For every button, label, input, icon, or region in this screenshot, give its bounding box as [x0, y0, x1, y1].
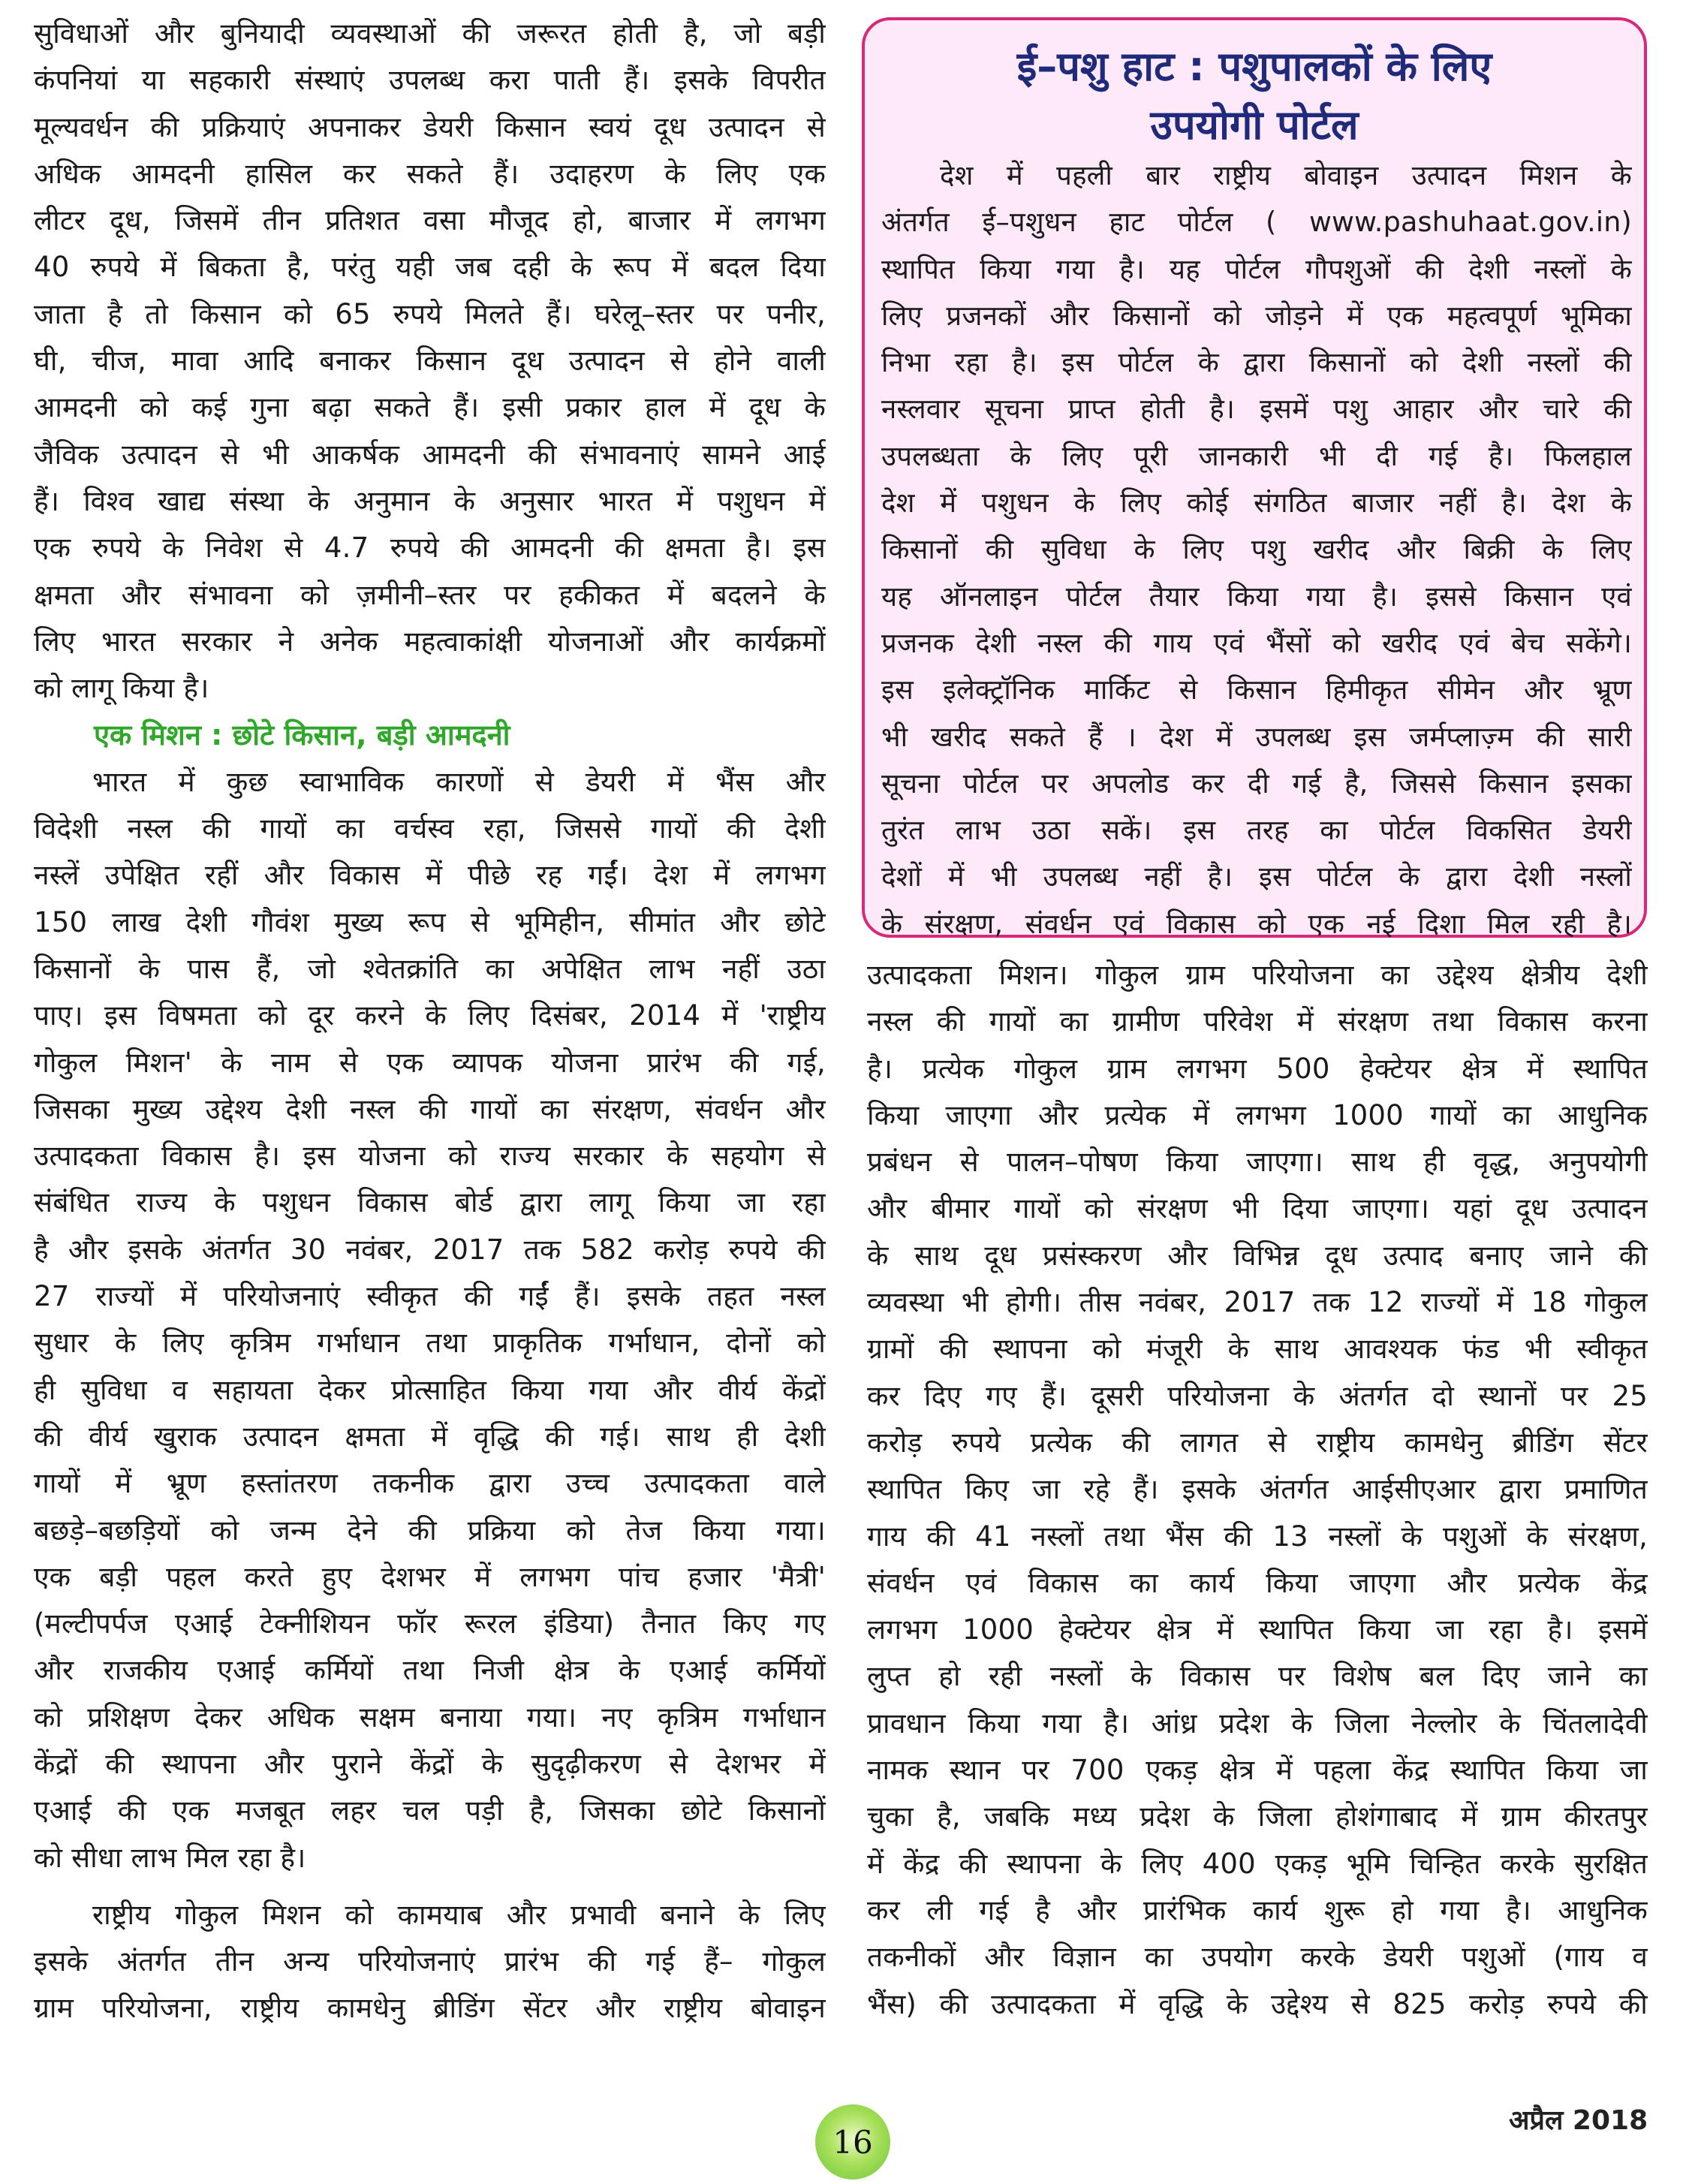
text-line: स्थापित किया गया है। यह पोर्टल गौपशुओं की देशी नस्लों के [881, 252, 1632, 285]
text-line: उपलब्धता के लिए पूरी जानकारी भी दी गई है। फिलहाल [881, 439, 1632, 472]
text-line: को प्रशिक्षण देकर अधिक सक्षम बनाया गया। नए कृत्रिम गर्भाधान [34, 1701, 826, 1734]
sidebar-body [881, 152, 1632, 947]
text-line: है। प्रत्येक गोकुल ग्राम लगभग 500 हेक्टेयर क्षेत्र में स्थापित [867, 1052, 1648, 1085]
text-line: को लागू किया है। [34, 672, 209, 705]
text-line: गोकुल मिशन' के नाम से एक व्यापक योजना प्रारंभ की गई, [34, 1046, 826, 1079]
text-line: और राजकीय एआई कर्मियों तथा निजी क्षेत्र के एआई कर्मियों [34, 1654, 826, 1687]
text-line: यह ऑनलाइन पोर्टल तैयार किया गया है। इससे किसान एवं [881, 580, 1632, 613]
text-line: कंपनियां या सहकारी संस्थाएं उपलब्ध करा पाती हैं। इसके विपरीत [34, 64, 826, 97]
text-line: के साथ दूध प्रसंस्करण और विभिन्न दूध उत्पाद बनाए जाने की [867, 1239, 1648, 1272]
text-line: 150 लाख देशी गौवंश मुख्य रूप से भूमिहीन, सीमांत और छोटे [34, 905, 826, 938]
text-line: है और इसके अंतर्गत 30 नवंबर, 2017 तक 582 करोड़ रुपये की [34, 1233, 826, 1266]
text-line: लिए प्रजनकों और किसानों को जोड़ने में एक महत्वपूर्ण भूमिका [881, 299, 1632, 332]
text-line: को सीधा लाभ मिल रहा है। [34, 1841, 306, 1874]
text-line: जाता है तो किसान को 65 रुपये मिलते हैं। घरेलू–स्तर पर पनीर, [34, 297, 826, 330]
sidebar-title-line-1: ई–पशु हाट : पशुपालकों के लिए [1016, 43, 1492, 90]
text-line: संवर्धन एवं विकास का कार्य किया जाएगा और प्रत्येक केंद्र [867, 1566, 1648, 1599]
text-line: राष्ट्रीय गोकुल मिशन को कामयाब और प्रभावी बनाने के लिए [92, 1898, 826, 1931]
text-line: किसानों के पास हैं, जो श्वेतक्रांति का अपेक्षित लाभ नहीं उठा [34, 952, 826, 985]
page-number-badge [815, 2104, 890, 2179]
issue-date: अप्रैल 2018 [1509, 2105, 1648, 2136]
text-line: मूल्यवर्धन की प्रक्रियाएं अपनाकर डेयरी किसान स्वयं दूध उत्पादन से [34, 110, 826, 143]
text-line: क्षमता और संभावना को ज़मीनी–स्तर पर हकीकत में बदलने के [34, 578, 826, 611]
text-line: प्रजनक देशी नस्ल की गाय एवं भैंसों को खरीद एवं बेच सकेंगे। [881, 626, 1632, 659]
text-line: निभा रहा है। इस पोर्टल के द्वारा किसानों को देशी नस्लों की [881, 346, 1632, 379]
text-line: भी खरीद सकते हैं । देश में उपलब्ध इस जर्मप्लाज़्म की सारी [881, 720, 1632, 753]
text-line: ही सुविधा व सहायता देकर प्रोत्साहित किया गया और वीर्य केंद्रों [34, 1373, 826, 1406]
paragraph-gokul-mission [34, 759, 826, 1881]
text-line: और बीमार गायों को संरक्षण भी दिया जाएगा। यहां दूध उत्पादन [867, 1192, 1648, 1225]
text-line: देशों में भी उपलब्ध नहीं है। इस पोर्टल के द्वारा देशी नस्लों [881, 860, 1632, 893]
text-line: किसानों की सुविधा के लिए पशु खरीद और बिक्री के लिए [881, 533, 1632, 566]
text-line: कर ली गई है और प्रारंभिक कार्य शुरू हो गया है। आधुनिक [867, 1893, 1648, 1926]
text-line: केंद्रों की स्थापना और पुराने केंद्रों के सुदृढ़ीकरण से देशभर में [34, 1747, 826, 1780]
text-line: स्थापित किए जा रहे हैं। इसके अंतर्गत आईसीएआर द्वारा प्रमाणित [867, 1473, 1648, 1506]
text-line: जिसका मुख्य उद्देश्य देशी नस्ल की गायों का संरक्षण, संवर्धन और [34, 1092, 826, 1125]
e-pashu-haat-sidebar-box [862, 17, 1647, 938]
text-line: लिए भारत सरकार ने अनेक महत्वाकांक्षी योजनाओं और कार्यक्रमों [34, 625, 826, 658]
text-line: सुविधाओं और बुनियादी व्यवस्थाओं की जरूरत होती है, जो बड़ी [34, 17, 826, 50]
sidebar-title-line-2: उपयोगी पोर्टल [1150, 101, 1359, 149]
text-line: लुप्त हो रही नस्लों के विकास पर विशेष बल दिए जाने का [867, 1660, 1648, 1693]
text-line: करोड़ रुपये प्रत्येक की लागत से राष्ट्रीय कामधेनु ब्रीडिंग सेंटर [867, 1426, 1648, 1459]
text-line: तुरंत लाभ उठा सकें। इस तरह का पोर्टल विकसित डेयरी [881, 814, 1632, 847]
paragraph-intro [34, 11, 826, 712]
text-line: देश में पशुधन के लिए कोई संगठित बाजार नहीं है। देश के [881, 487, 1632, 520]
text-line: उत्पादकता मिशन। गोकुल ग्राम परियोजना का उद्देश्य क्षेत्रीय देशी [867, 959, 1648, 991]
text-line: गाय की 41 नस्लों तथा भैंस की 13 नस्लों के पशुओं के संरक्षण, [867, 1520, 1648, 1553]
section-subheading: एक मिशन : छोटे किसान, बड़ी आमदनी [94, 718, 510, 752]
text-line: के संरक्षण, संवर्धन एवं विकास को एक नई दिशा मिल रही है। [881, 907, 1632, 940]
text-line: भैंस) की उत्पादकता में वृद्धि के उद्देश्य से 825 करोड़ रुपये की [867, 1987, 1648, 2020]
text-line: प्रबंधन से पालन–पोषण किया जाएगा। साथ ही वृद्ध, अनुपयोगी [867, 1146, 1648, 1179]
text-line: विदेशी नस्ल की गायों का वर्चस्व रहा, जिससे गायों की देशी [34, 812, 826, 845]
text-line: ग्राम परियोजना, राष्ट्रीय कामधेनु ब्रीडिंग सेंटर और राष्ट्रीय बोवाइन [34, 1992, 826, 2025]
text-line: चुका है, जबकि मध्य प्रदेश के जिला होशंगाबाद में ग्राम कीरतपुर [867, 1800, 1648, 1833]
text-line: उत्पादकता विकास है। इस योजना को राज्य सरकार के सहयोग से [34, 1140, 826, 1173]
page-number: 16 [832, 2123, 873, 2161]
text-line: भारत में कुछ स्वाभाविक कारणों से डेयरी में भैंस और [92, 765, 826, 798]
paragraph-spacer [34, 1881, 826, 1892]
paragraph-three-projects [34, 1892, 826, 2032]
text-line: आमदनी को कई गुना बढ़ा सकते हैं। इसी प्रकार हाल में दूध के [34, 391, 826, 424]
text-line: सूचना पोर्टल पर अपलोड कर दी गई है, जिससे किसान इसका [881, 767, 1632, 800]
left-column [34, 11, 826, 2032]
text-line: व्यवस्था भी होगी। तीस नवंबर, 2017 तक 12 राज्यों में 18 गोकुल [867, 1286, 1648, 1319]
text-line: किया जाएगा और प्रत्येक में लगभग 1000 गायों का आधुनिक [867, 1098, 1648, 1131]
text-line: लीटर दूध, जिसमें तीन प्रतिशत वसा मौजूद हो, बाजार में लगभग [34, 204, 826, 237]
text-line: ग्रामों की स्थापना को मंजूरी के साथ आवश्यक फंड भी स्वीकृत [867, 1333, 1648, 1366]
text-line: सुधार के लिए कृत्रिम गर्भाधान तथा प्राकृतिक गर्भाधान, दोनों को [34, 1327, 826, 1360]
text-line: गायों में भ्रूण हस्तांतरण तकनीक द्वारा उच्च उत्पादकता वाले [34, 1467, 826, 1500]
text-line: अंतर्गत ई–पशुधन हाट पोर्टल ( www.pashuhaat.gov.in) [881, 206, 1632, 239]
text-line: प्रावधान किया गया है। आंध्र प्रदेश के जिला नेल्लोर के चिंतलादेवी [867, 1707, 1648, 1740]
text-line: नस्लवार सूचना प्राप्त होती है। इसमें पशु आहार और चारे की [881, 393, 1632, 426]
text-line: नस्लें उपेक्षित रहीं और विकास में पीछे रह गईं। देश में लगभग [34, 859, 826, 892]
text-line: लगभग 1000 हेक्टेयर क्षेत्र में स्थापित किया जा रहा है। इसमें [867, 1613, 1648, 1646]
text-line: 40 रुपये में बिकता है, परंतु यही जब दही के रूप में बदल दिया [34, 251, 826, 284]
text-line: हैं। विश्व खाद्य संस्था के अनुमान के अनुसार भारत में पशुधन में [34, 484, 826, 517]
text-line: नस्ल की गायों का ग्रामीण परिवेश में संरक्षण तथा विकास करना [867, 1005, 1648, 1038]
text-line: कर दिए गए हैं। दूसरी परियोजना के अंतर्गत दो स्थानों पर 25 [867, 1379, 1648, 1412]
text-line: एक बड़ी पहल करते हुए देशभर में लगभग पांच हजार 'मैत्री' [34, 1560, 826, 1593]
text-line: नामक स्थान पर 700 एकड़ क्षेत्र में पहला केंद्र स्थापित किया जा [867, 1754, 1648, 1787]
text-line: तकनीकों और विज्ञान का उपयोग करके डेयरी पशुओं (गाय व [867, 1941, 1648, 1974]
text-line: इस इलेक्ट्रॉनिक मार्किट से किसान हिमीकृत सीमेन और भ्रूण [881, 673, 1632, 706]
text-line: पाए। इस विषमता को दूर करने के लिए दिसंबर, 2014 में 'राष्ट्रीय [34, 999, 826, 1032]
text-line: अधिक आमदनी हासिल कर सकते हैं। उदाहरण के लिए एक [34, 157, 826, 190]
right-column [867, 952, 1648, 2028]
text-line: 27 राज्यों में परियोजनाएं स्वीकृत की गईं हैं। इसके तहत नस्ल [34, 1280, 826, 1313]
text-line: की वीर्य खुराक उत्पादन क्षमता में वृद्धि की गई। साथ ही देशी [34, 1420, 826, 1453]
text-line: घी, चीज, मावा आदि बनाकर किसान दूध उत्पादन से होने वाली [34, 345, 826, 378]
text-line: संबंधित राज्य के पशुधन विकास बोर्ड द्वारा लागू किया जा रहा [34, 1186, 826, 1219]
text-line: बछड़े–बछड़ियों को जन्म देने की प्रक्रिया को तेज किया गया। [34, 1514, 826, 1547]
text-line: इसके अंतर्गत तीन अन्य परियोजनाएं प्रारंभ की गई हैं– गोकुल [34, 1945, 826, 1978]
text-line: में केंद्र की स्थापना के लिए 400 एकड़ भूमि चिन्हित करके सुरक्षित [867, 1847, 1648, 1880]
text-line: जैविक उत्पादन से भी आकर्षक आमदनी की संभावनाएं सामने आई [34, 438, 826, 471]
text-line: देश में पहली बार राष्ट्रीय बोवाइन उत्पादन मिशन के [940, 159, 1632, 191]
text-line: एक रुपये के निवेश से 4.7 रुपये की आमदनी की क्षमता है। इस [34, 532, 826, 565]
text-line: (मल्टीपर्पज एआई टेक्नीशियन फॉर रूरल इंडिया) तैनात किए गए [34, 1607, 826, 1640]
text-line: एआई की एक मजबूत लहर चल पड़ी है, जिसका छोटे किसानों [34, 1794, 826, 1827]
